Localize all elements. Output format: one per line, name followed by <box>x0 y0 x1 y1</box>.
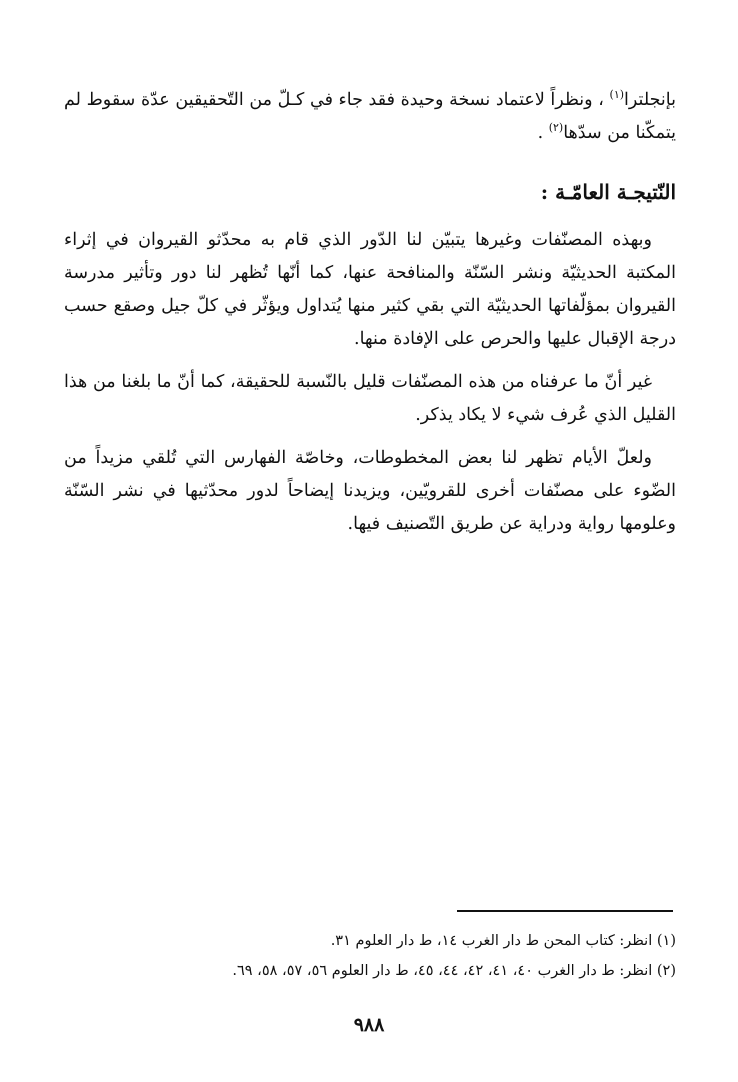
paragraph-intro-middle: ، ونظراً لاعتماد نسخة وحيدة فقد جاء في كـلّ من التّحقيقين عدّة سقوط لم يتمكّنا من سدّها <box>64 90 676 143</box>
body-text <box>64 224 676 541</box>
footnote-2: (٢) انظر: ط دار الغرب ٤٠، ٤١، ٤٢، ٤٤، ٤٥، ط دار العلوم ٥٦، ٥٧، ٥٨، ٦٩. <box>232 963 676 979</box>
footnote-ref-1[interactable]: (١) <box>609 88 625 102</box>
paragraph-intro <box>64 84 676 150</box>
main-text <box>64 84 676 150</box>
paragraph-intro-start: بإنجلترا <box>624 90 676 110</box>
section-heading-block <box>64 172 676 212</box>
paragraph-conclusion: وبهذه المصنّفات وغيرها يتبيّن لنا الدّور الذي قام به محدّثو القيروان في إثراء المكتبة الحديثيّة ونشر السّنّة والمنافحة عنها، كما أنّها تُظهر لنا دور وتأثير مدرسة القيروان بمؤلّفاتها الحديثيّة التي بقي كثير منها يُتداول ويؤثّر في كلّ جيل وصقع حسب درجة الإقبال عليها والحرص على الإفادة منها. <box>64 230 676 349</box>
footnote-1: (١) انظر: كتاب المحن ط دار الغرب ١٤، ط دار العلوم ٣١. <box>330 933 676 949</box>
paragraph-intro-end: . <box>537 123 549 143</box>
paragraph-hope: ولعلّ الأيام تظهر لنا بعض المخطوطات، وخاصّة الفهارس التي تُلقي مزيداً من الضّوء على مصنّفات أخرى للقرويّين، ويزيدنا إيضاحاً لدور محدّثيها في نشر السّنّة وعلومها رواية ودراية عن طريق التّصنيف فيها. <box>64 448 676 534</box>
footnotes <box>64 926 676 986</box>
page-number: ٩٨٨ <box>353 1014 385 1036</box>
footnote-separator <box>457 910 673 912</box>
section-heading: النّتيجـة العامّـة : <box>540 180 676 204</box>
footnote-ref-2[interactable]: (٢) <box>548 121 564 135</box>
paragraph-scarcity: غير أنّ ما عرفناه من هذه المصنّفات قليل بالنّسبة للحقيقة، كما أنّ ما بلغنا من هذا القليل الذي عُرف شيء لا يكاد يذكر. <box>64 372 676 425</box>
